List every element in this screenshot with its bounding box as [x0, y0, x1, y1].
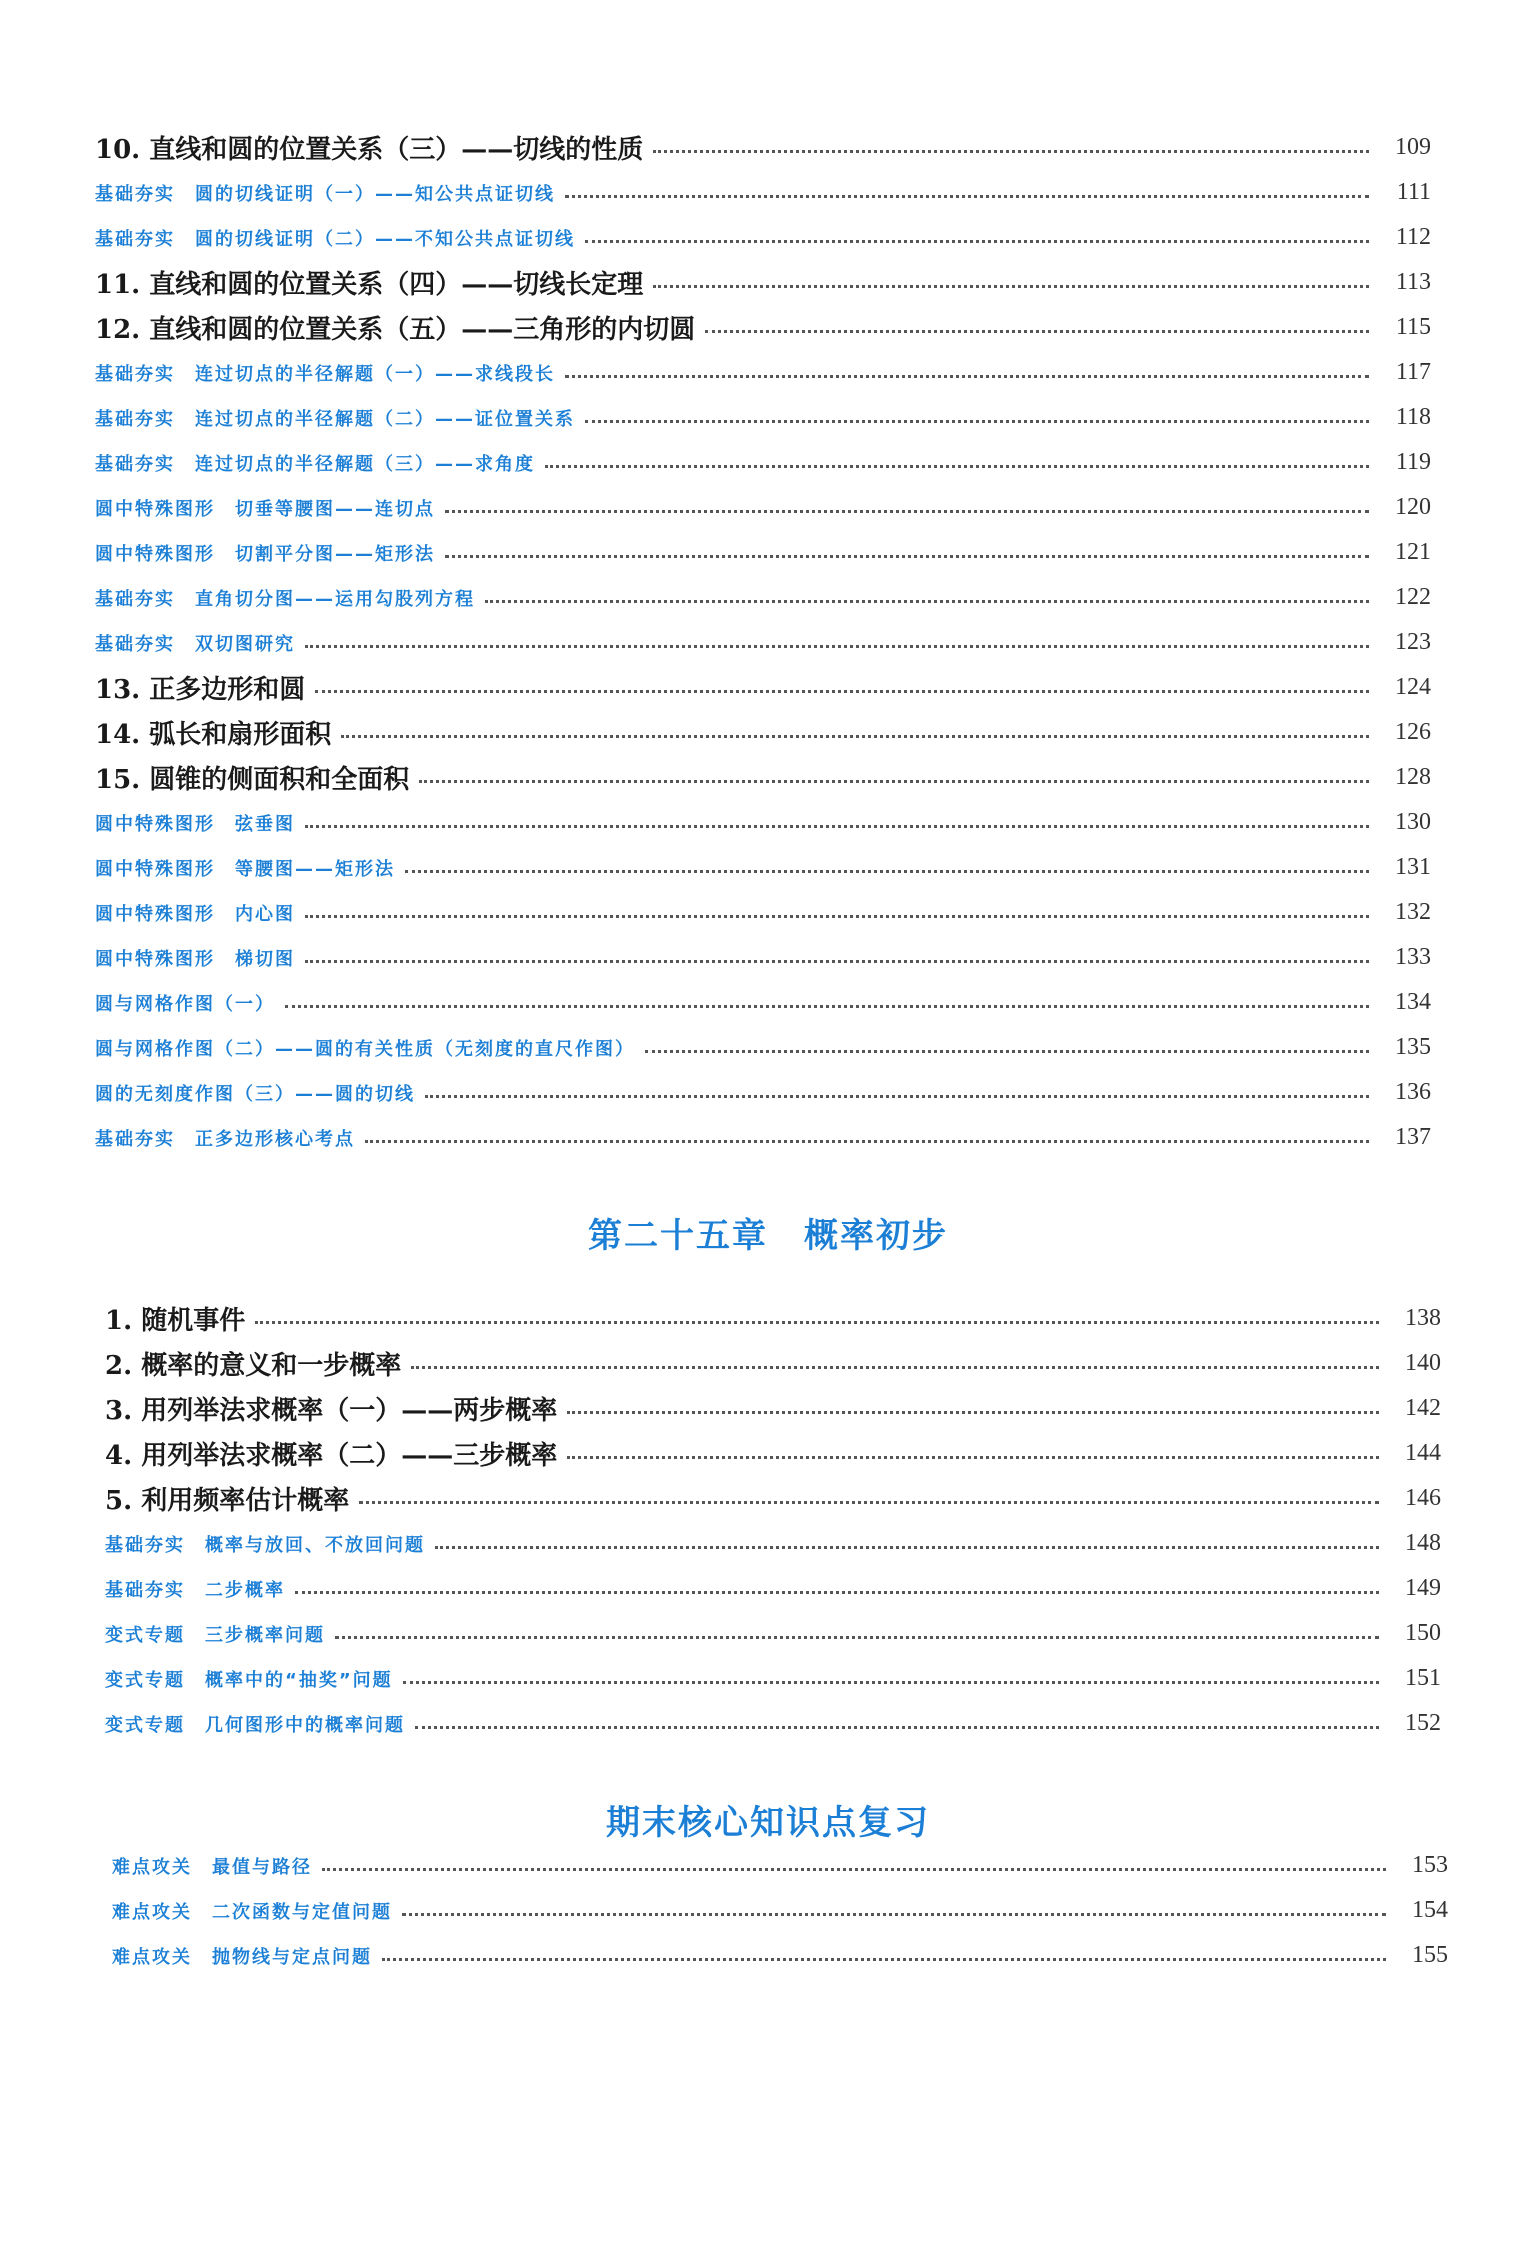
- dot-leader: [645, 1050, 1369, 1053]
- toc-entry-title: 变式专题 几何图形中的概率问题: [105, 1714, 405, 1736]
- toc-page-number: 140: [1405, 1350, 1441, 1376]
- dot-leader: [415, 1726, 1379, 1729]
- toc-entry-title: 基础夯实 圆的切线证明（一）——知公共点证切线: [95, 183, 555, 205]
- dot-leader: [359, 1501, 1379, 1504]
- toc-page-number: 149: [1405, 1575, 1441, 1601]
- toc-entry-title: 圆与网格作图（二）——圆的有关性质（无刻度的直尺作图）: [95, 1038, 635, 1060]
- toc-entry-title: 12. 直线和圆的位置关系（五）——三角形的内切圆: [95, 315, 696, 345]
- toc-entry: [105, 1521, 1441, 1566]
- toc-entry: [95, 1115, 1431, 1160]
- toc-entry: [95, 755, 1431, 800]
- dot-leader: [322, 1868, 1386, 1871]
- toc-entry: [95, 710, 1431, 755]
- dot-leader: [335, 1636, 1379, 1639]
- toc-entry: [112, 1888, 1448, 1933]
- toc-page-number: 151: [1405, 1665, 1441, 1691]
- dot-leader: [585, 240, 1369, 243]
- toc-entry: [95, 665, 1431, 710]
- toc-entry: [105, 1296, 1441, 1341]
- toc-entry: [95, 440, 1431, 485]
- dot-leader: [411, 1366, 1379, 1369]
- dot-leader: [545, 465, 1369, 468]
- toc-entry-title: 基础夯实 双切图研究: [95, 633, 295, 655]
- toc-page-number: 152: [1405, 1710, 1441, 1736]
- toc-list: [0, 125, 1536, 1160]
- dot-leader: [255, 1321, 1379, 1324]
- toc-entry-title: 3. 用列举法求概率（一）——两步概率: [105, 1396, 558, 1426]
- toc-section-circle-continued: [0, 125, 1536, 1160]
- toc-page-number: 153: [1412, 1852, 1448, 1878]
- dot-leader: [445, 555, 1369, 558]
- toc-page-number: 136: [1395, 1079, 1431, 1105]
- toc-page-number: 134: [1395, 989, 1431, 1015]
- toc-page-number: 148: [1405, 1530, 1441, 1556]
- dot-leader: [315, 690, 1369, 693]
- toc-entry: [95, 1070, 1431, 1115]
- dot-leader: [445, 510, 1369, 513]
- chapter-heading-probability: 第二十五章 概率初步: [588, 1216, 948, 1256]
- toc-entry-title: 1. 随机事件: [105, 1306, 246, 1336]
- toc-page-number: 115: [1395, 314, 1431, 340]
- toc-entry: [95, 890, 1431, 935]
- toc-page-number: 121: [1395, 539, 1431, 565]
- toc-entry: [95, 260, 1431, 305]
- toc-page-number: 128: [1395, 764, 1431, 790]
- chapter-heading-final-review: 期末核心知识点复习: [606, 1803, 930, 1843]
- dot-leader: [365, 1140, 1369, 1143]
- toc-entry-title: 基础夯实 概率与放回、不放回问题: [105, 1534, 425, 1556]
- toc-entry: [95, 620, 1431, 665]
- toc-entry-title: 圆的无刻度作图（三）——圆的切线: [95, 1083, 415, 1105]
- toc-entry: [105, 1566, 1441, 1611]
- toc-entry-title: 5. 利用频率估计概率: [105, 1486, 350, 1516]
- toc-entry-title: 基础夯实 连过切点的半径解题（二）——证位置关系: [95, 408, 575, 430]
- toc-entry: [95, 935, 1431, 980]
- toc-entry: [105, 1431, 1441, 1476]
- dot-leader: [653, 285, 1369, 288]
- dot-leader: [565, 375, 1369, 378]
- toc-page-number: 131: [1395, 854, 1431, 880]
- toc-page-number: 142: [1405, 1395, 1441, 1421]
- toc-page-number: 138: [1405, 1305, 1441, 1331]
- toc-entry: [95, 530, 1431, 575]
- toc-entry-title: 14. 弧长和扇形面积: [95, 720, 332, 750]
- toc-entry-title: 圆中特殊图形 弦垂图: [95, 813, 295, 835]
- toc-entry-title: 变式专题 三步概率问题: [105, 1624, 325, 1646]
- toc-page-number: 135: [1395, 1034, 1431, 1060]
- toc-page-number: 130: [1395, 809, 1431, 835]
- toc-page-number: 113: [1395, 269, 1431, 295]
- toc-entry: [105, 1701, 1441, 1746]
- toc-entry-title: 4. 用列举法求概率（二）——三步概率: [105, 1441, 558, 1471]
- toc-entry-title: 基础夯实 二步概率: [105, 1579, 285, 1601]
- toc-entry-title: 难点攻关 最值与路径: [112, 1856, 312, 1878]
- toc-entry-title: 圆中特殊图形 切垂等腰图——连切点: [95, 498, 435, 520]
- toc-page-number: 146: [1405, 1485, 1441, 1511]
- toc-entry: [95, 575, 1431, 620]
- dot-leader: [419, 780, 1369, 783]
- dot-leader: [402, 1913, 1386, 1916]
- toc-page-number: 126: [1395, 719, 1431, 745]
- toc-entry: [95, 170, 1431, 215]
- toc-entry-title: 难点攻关 二次函数与定值问题: [112, 1901, 392, 1923]
- toc-entry: [95, 305, 1431, 350]
- toc-page-number: 133: [1395, 944, 1431, 970]
- toc-page-number: 150: [1405, 1620, 1441, 1646]
- toc-page-number: 117: [1395, 359, 1431, 385]
- toc-entry-title: 11. 直线和圆的位置关系（四）——切线长定理: [95, 270, 644, 300]
- toc-entry: [105, 1476, 1441, 1521]
- dot-leader: [405, 870, 1369, 873]
- toc-entry: [95, 800, 1431, 845]
- dot-leader: [425, 1095, 1369, 1098]
- dot-leader: [485, 600, 1369, 603]
- toc-list: [0, 1296, 1536, 1746]
- toc-entry: [105, 1341, 1441, 1386]
- toc-entry-title: 基础夯实 直角切分图——运用勾股列方程: [95, 588, 475, 610]
- toc-page-number: 137: [1395, 1124, 1431, 1150]
- dot-leader: [435, 1546, 1379, 1549]
- toc-page-number: 122: [1395, 584, 1431, 610]
- toc-entry-title: 圆与网格作图（一）: [95, 993, 275, 1015]
- toc-entry: [95, 125, 1431, 170]
- dot-leader: [585, 420, 1369, 423]
- toc-entry-title: 圆中特殊图形 切割平分图——矩形法: [95, 543, 435, 565]
- dot-leader: [565, 195, 1369, 198]
- toc-page-number: 155: [1412, 1942, 1448, 1968]
- toc-entry: [112, 1933, 1448, 1978]
- toc-section-probability: [0, 1296, 1536, 1746]
- dot-leader: [382, 1958, 1386, 1961]
- toc-entry: [95, 1025, 1431, 1070]
- dot-leader: [285, 1005, 1369, 1008]
- toc-entry-title: 基础夯实 正多边形核心考点: [95, 1128, 355, 1150]
- toc-entry-title: 圆中特殊图形 等腰图——矩形法: [95, 858, 395, 880]
- toc-page-number: 132: [1395, 899, 1431, 925]
- toc-page-number: 120: [1395, 494, 1431, 520]
- toc-entry: [105, 1656, 1441, 1701]
- toc-section-final-review: [0, 1843, 1536, 1978]
- dot-leader: [705, 330, 1369, 333]
- toc-entry: [95, 350, 1431, 395]
- toc-page-number: 111: [1396, 179, 1431, 205]
- toc-entry-title: 15. 圆锥的侧面积和全面积: [95, 765, 410, 795]
- dot-leader: [567, 1411, 1379, 1414]
- toc-page-number: 154: [1412, 1897, 1448, 1923]
- dot-leader: [305, 960, 1369, 963]
- toc-entry: [95, 485, 1431, 530]
- dot-leader: [305, 825, 1369, 828]
- toc-entry: [95, 395, 1431, 440]
- toc-page-number: 112: [1395, 224, 1431, 250]
- toc-entry-title: 2. 概率的意义和一步概率: [105, 1351, 402, 1381]
- toc-entry-title: 基础夯实 连过切点的半径解题（三）——求角度: [95, 453, 535, 475]
- toc-entry-title: 圆中特殊图形 内心图: [95, 903, 295, 925]
- toc-entry-title: 圆中特殊图形 梯切图: [95, 948, 295, 970]
- toc-entry: [95, 980, 1431, 1025]
- toc-page-number: 119: [1395, 449, 1431, 475]
- toc-page-number: 118: [1395, 404, 1431, 430]
- toc-page-number: 123: [1395, 629, 1431, 655]
- toc-page-number: 109: [1395, 134, 1431, 160]
- dot-leader: [567, 1456, 1379, 1459]
- dot-leader: [295, 1591, 1379, 1594]
- dot-leader: [403, 1681, 1379, 1684]
- toc-entry-title: 13. 正多边形和圆: [95, 675, 306, 705]
- toc-entry-title: 难点攻关 抛物线与定点问题: [112, 1946, 372, 1968]
- dot-leader: [305, 645, 1369, 648]
- dot-leader: [653, 150, 1369, 153]
- toc-entry-title: 10. 直线和圆的位置关系（三）——切线的性质: [95, 135, 644, 165]
- toc-list: [0, 1843, 1536, 1978]
- toc-entry: [112, 1843, 1448, 1888]
- toc-entry: [95, 845, 1431, 890]
- toc-page-number: 124: [1395, 674, 1431, 700]
- toc-entry: [95, 215, 1431, 260]
- toc-page-number: 144: [1405, 1440, 1441, 1466]
- toc-entry: [105, 1386, 1441, 1431]
- toc-entry: [105, 1611, 1441, 1656]
- toc-entry-title: 基础夯实 连过切点的半径解题（一）——求线段长: [95, 363, 555, 385]
- toc-entry-title: 基础夯实 圆的切线证明（二）——不知公共点证切线: [95, 228, 575, 250]
- dot-leader: [341, 735, 1369, 738]
- toc-entry-title: 变式专题 概率中的“抽奖”问题: [105, 1669, 393, 1691]
- dot-leader: [305, 915, 1369, 918]
